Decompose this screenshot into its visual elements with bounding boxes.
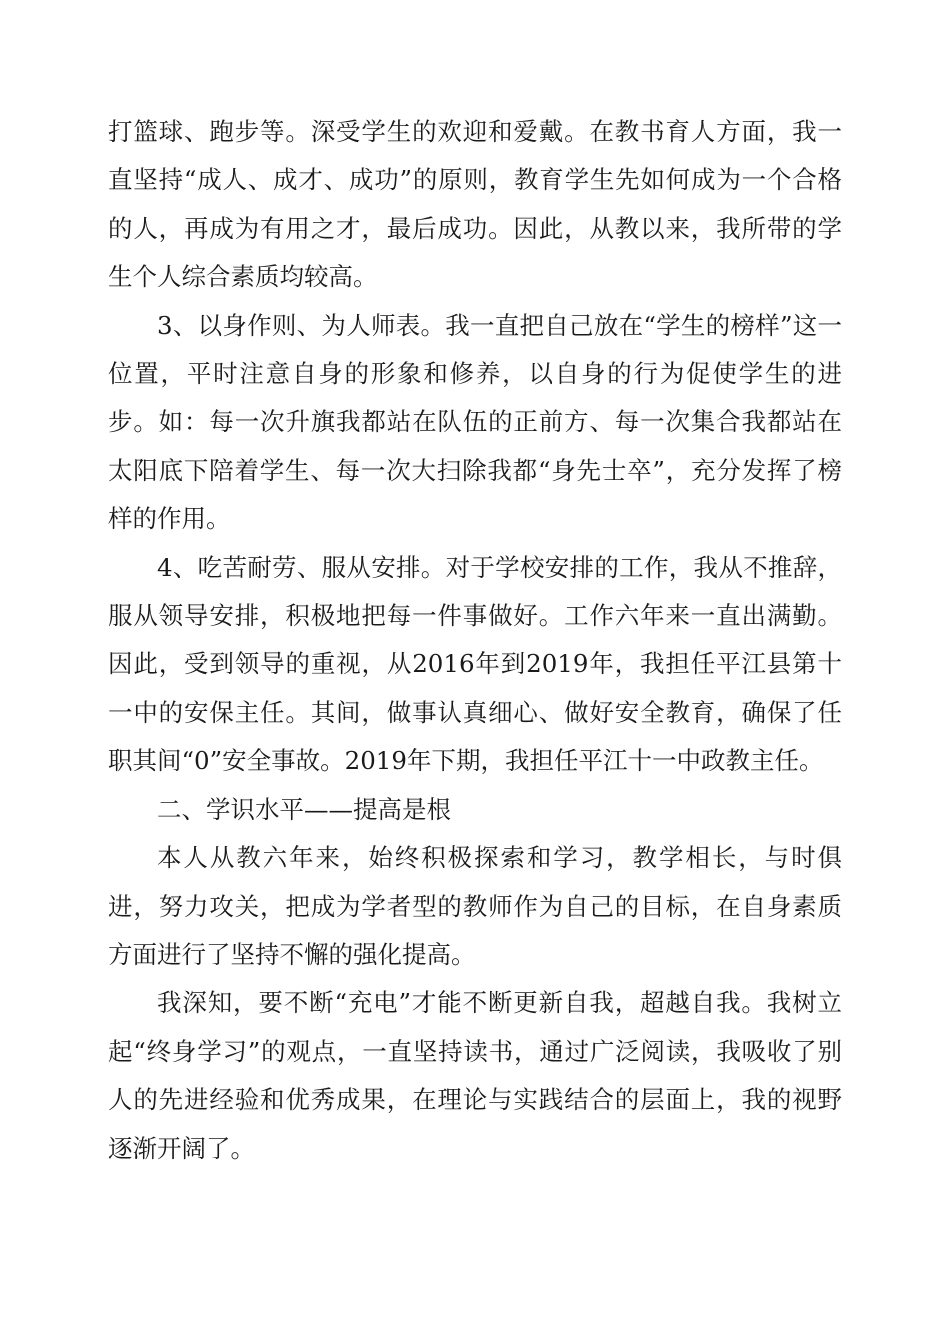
paragraph-lifelong-learning: 我深知，要不断“充电”才能不断更新自我，超越自我。我树立起“终身学习”的观点，一直坚持读书，通过广泛阅读，我吸收了别人的先进经验和优秀成果，在理论与实践结合的层面上，我的视野逐渐开阔了。 bbox=[108, 988, 842, 1163]
paragraph-role-model: 3、以身作则、为人师表。我一直把自己放在“学生的榜样”这一位置，平时注意自身的形象和修养，以自身的行为促使学生的进步。如：每一次升旗我都站在队伍的正前方、每一次集合我都站在太阳底下陪着学生、每一次大扫除我都“身先士卒”，充分发挥了榜样的作用。 bbox=[108, 310, 842, 534]
paragraph-learning: 本人从教六年来，始终积极探索和学习，教学相长，与时俱进，努力攻关，把成为学者型的教师作为自己的目标，在自身素质方面进行了坚持不懈的强化提高。 bbox=[108, 843, 842, 969]
paragraph-hard-work: 4、吃苦耐劳、服从安排。对于学校安排的工作，我从不推辞，服从领导安排，积极地把每一件事做好。工作六年来一直出满勤。因此，受到领导的重视，从2016年到2019年，我担任平江县第十一中的安保主任。其间，做事认真细心、做好安全教育，确保了任职其间“0”安全事故。2019年下期，我担任平江十一中政教主任。 bbox=[108, 552, 842, 776]
section-heading: 二、学识水平——提高是根 bbox=[157, 794, 451, 824]
body-text bbox=[108, 108, 842, 1173]
paragraph-teaching-principle: 打篮球、跑步等。深受学生的欢迎和爱戴。在教书育人方面，我一直坚持“成人、成才、成功”的原则，教育学生先如何成为一个合格的人，再成为有用之才，最后成功。因此，从教以来，我所带的学生个人综合素质均较高。 bbox=[108, 117, 842, 292]
